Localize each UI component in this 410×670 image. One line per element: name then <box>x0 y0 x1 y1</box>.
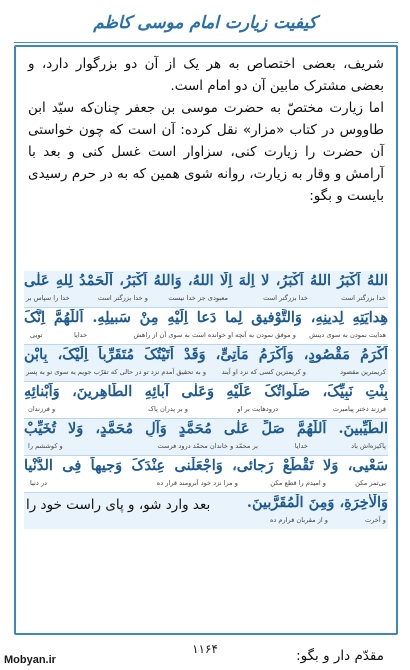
translation-text: در دنیا <box>30 479 47 487</box>
translation-text: تویی <box>30 331 43 339</box>
arabic-text: سَعْیی، وَلا تَقْطَعْ رَجائی، وَاجْعَلْنی عِنْدَکَ وَجیهاً فِی الدُّنْیا <box>24 457 388 474</box>
translation-text: معبودی جز خدا نیست <box>168 294 228 302</box>
translation-text: کریمترین مقصود <box>340 368 386 376</box>
translation-text: و موفق نمودن به آنچه او خوانده است به سوی آن از راهش <box>133 331 296 339</box>
intro-paragraph-2: اما زیارت مختصّ به حضرت موسی بن جعفر چنان‌که سیّد ابن طاووس در کتاب «مزار» نقل کرده: آن است که چون خواستی آن حضرت را زیارت کنی، سزاوار است غسل کنی و بعد با آرامش و وقار به زیارت، روانه شوی همین که به در حرم رسیدی بایست و بگو: <box>28 100 384 204</box>
prayer-line <box>24 308 388 345</box>
intro-paragraph-1: شریف، بعضی اختصاص به هر یک از آن دو بزرگوار دارد، و بعضی مشترک مابین آن دو امام است. <box>28 56 384 94</box>
closing-line: مقدّم دار و بگو: <box>296 648 384 664</box>
prayer-block <box>24 271 388 529</box>
arabic-text: هِدایَتِهِ لِدینِهِ، وَالتَّوْفیقِ لِما دَعا اِلَیْهِ مِنْ سَبیلِهِ. اَللّٰهُمَّ اِنَّکَ <box>24 309 388 326</box>
translation-text: و امیدم را قطع مکن <box>270 479 326 487</box>
arabic-text: وَالْاٰخِرَةِ، وَمِنَ الْمُقَرَّبینَ. <box>246 494 388 511</box>
translation-text: و بر پدران پاک <box>148 405 188 413</box>
translation-text: و به تحقیق آمدم نزد تو در حالی که تقرّب جویم به سوی تو به پسر <box>26 368 207 376</box>
translation-row <box>24 516 388 528</box>
translation-text: خدایا <box>74 331 88 339</box>
translation-row <box>24 294 388 306</box>
arabic-text: الطَّیِّبینَ. اَللّٰهُمَّ صَلِّ عَلٰی مُحَمَّدٍ وَآلِ مُحَمَّدٍ، وَلا تُخَیِّبْ <box>24 420 388 437</box>
translation-text: و مرا نزد خود آبرومند قرار ده <box>156 479 238 487</box>
prayer-line <box>24 271 388 308</box>
translation-text: و خدا بزرگتر است <box>97 294 148 302</box>
prayer-line <box>24 456 388 493</box>
translation-text: خدا بزرگتر است <box>341 294 386 302</box>
translation-text: و آخرت <box>364 516 386 524</box>
arabic-text: اللهُ اَکْبَرُ اللهُ اَکْبَرُ، لا اِلٰهَ اِلَّا اللهُ، وَاللهُ اَکْبَرُ، اَلْحَمْدُ لِلهِ عَلٰی <box>24 272 388 289</box>
arabic-text: بِنْتِ نَبِیِّکَ، صَلَواتُکَ عَلَیْهِ وَعَلٰی آبائِهِ الطّاهِرینَ، وَاَبْنائِهِ <box>24 383 388 400</box>
translation-row <box>24 331 388 343</box>
page-header-title: کیفیت زیارت امام موسی کاظم <box>93 13 317 33</box>
translation-text: و از مقربان قرارم ده <box>269 516 328 524</box>
translation-text: بی‌ثمر مکن <box>355 479 386 487</box>
translation-text: خدایا <box>294 442 308 450</box>
prayer-line <box>24 493 388 529</box>
page-number: ۱۱۶۴ <box>192 642 218 656</box>
translation-row <box>24 442 388 454</box>
site-watermark: Mobyan.ir <box>4 654 56 666</box>
translation-text: پاکیزه‌اش باد <box>351 442 386 450</box>
prayer-line <box>24 345 388 382</box>
translation-text: و فرزندان <box>28 405 56 413</box>
persian-continuation: بعد وارد شو، و پای راست خود را <box>26 497 211 513</box>
translation-text: فرزند دختر پیامبرت <box>332 405 386 413</box>
arabic-text: اَکْرَمُ مَقْصُودٍ، وَاَکْرَمُ مَاْتِیٍّ، وَقَدْ اَتَیْتُکَ مُتَقَرِّباً اِلَیْکَ، بِابْنِ <box>24 346 388 363</box>
intro-text <box>28 53 384 207</box>
translation-text: و کوششم را <box>28 442 63 450</box>
translation-text: خدا را سپاس بر <box>26 294 70 302</box>
translation-text: درودهایت بر او <box>237 405 278 413</box>
translation-text: خدا بزرگتر است <box>263 294 308 302</box>
translation-row <box>24 479 388 491</box>
prayer-line <box>24 382 388 419</box>
translation-text: و کریمترین کسی که نزد او آیند <box>221 368 306 376</box>
translation-text: بر محمّد و خاندان محمّد درود فرست <box>157 442 258 450</box>
header-rule <box>14 42 398 43</box>
translation-row <box>24 368 388 380</box>
prayer-line <box>24 419 388 456</box>
translation-row <box>24 405 388 417</box>
translation-text: هدایت نمودن به سوی دینش <box>309 331 386 339</box>
